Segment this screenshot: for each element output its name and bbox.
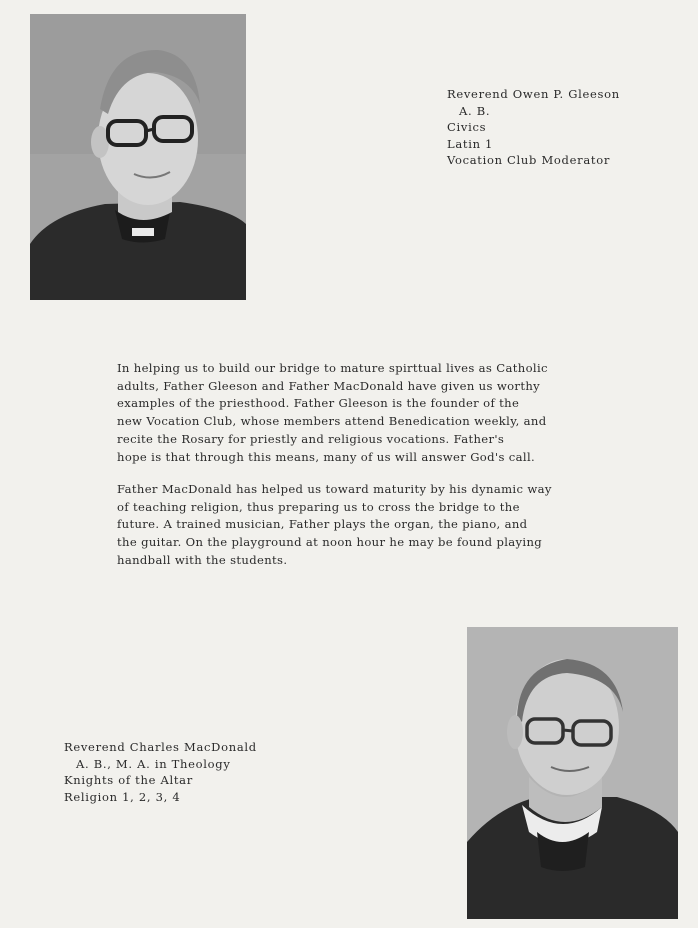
portrait-macdonald-illustration (467, 627, 678, 919)
gleeson-degree: A. B. (459, 103, 491, 118)
macdonald-degree: A. B., M. A. in Theology (76, 756, 231, 771)
paragraph-line: of teaching religion, thus preparing us to cross the bridge to the (117, 499, 520, 514)
body-paragraph-2 (117, 481, 605, 570)
paragraph-line: hope is that through this means, many of us will answer God's call. (117, 449, 536, 464)
portrait-gleeson-illustration (30, 14, 246, 300)
paragraph-line: In helping us to build our bridge to mature spirttual lives as Catholic (117, 361, 548, 375)
caption-gleeson (447, 86, 620, 169)
paragraph-line: future. A trained musician, Father plays the organ, the piano, and (117, 517, 528, 532)
paragraph-line: examples of the priesthood. Father Gleeson is the founder of the (117, 396, 520, 411)
gleeson-subject-line: Civics (447, 120, 487, 134)
paragraph-line: adults, Father Gleeson and Father MacDonald have given us worthy (117, 378, 541, 393)
caption-macdonald (64, 739, 257, 805)
portrait-photo-macdonald (467, 627, 678, 919)
body-paragraph-1 (117, 360, 605, 466)
gleeson-subject-line: Vocation Club Moderator (447, 153, 611, 167)
macdonald-name: Reverend Charles MacDonald (64, 740, 257, 754)
portrait-photo-gleeson (30, 14, 246, 300)
paragraph-line: the guitar. On the playground at noon hour he may be found playing (117, 535, 543, 550)
macdonald-subject-line: Knights of the Altar (64, 773, 193, 787)
paragraph-line: new Vocation Club, whose members attend Benedication weekly, and (117, 414, 547, 429)
paragraph-line: handball with the students. (117, 552, 288, 567)
paragraph-line: recite the Rosary for priestly and religious vocations. Father's (117, 431, 505, 446)
paragraph-line: Father MacDonald has helped us toward maturity by his dynamic way (117, 482, 552, 496)
gleeson-name: Reverend Owen P. Gleeson (447, 87, 620, 101)
gleeson-subject-line: Latin 1 (447, 136, 494, 151)
macdonald-subject-line: Religion 1, 2, 3, 4 (64, 789, 181, 804)
